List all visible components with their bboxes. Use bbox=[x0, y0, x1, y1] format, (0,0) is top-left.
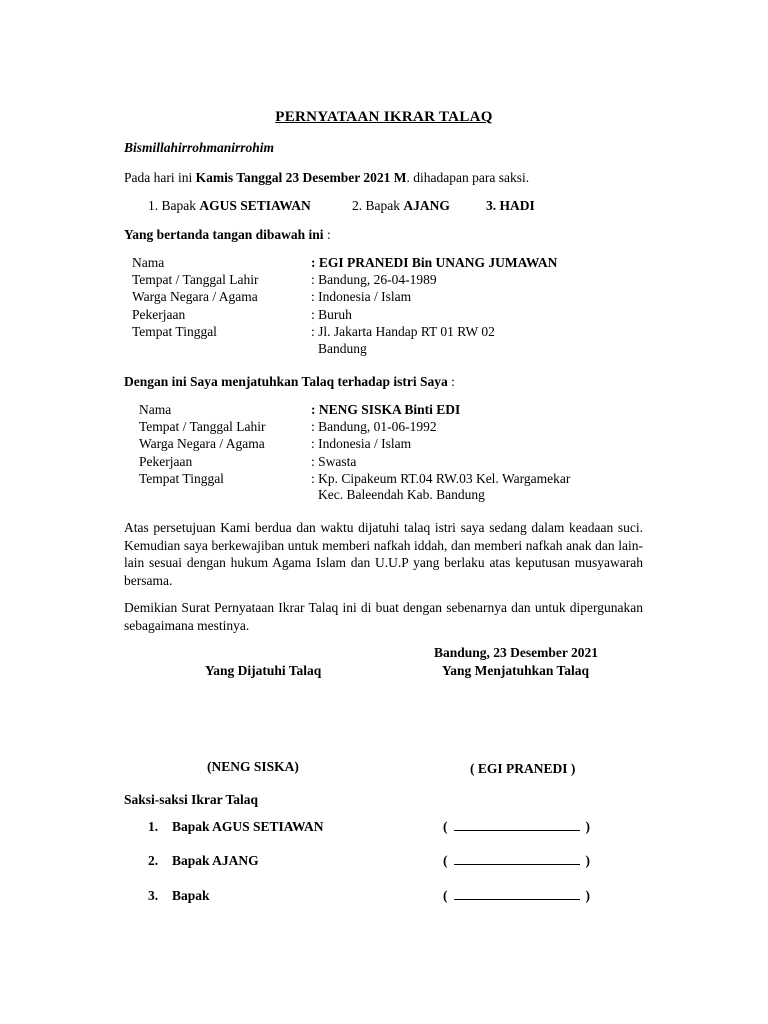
undersigned-heading: Yang bertanda tangan dibawah ini : bbox=[124, 227, 331, 242]
paragraph-consent: Atas persetujuan Kami berdua dan waktu dijatuhi talaq istri saya sedang dalam keadaan suci. Kemudian saya berkewajiban untuk memberi nafkah iddah, dan memberi nafkah anak dan lain-lain sesuai dengan hukum Agama Islam dan U.U.P yang berlaku atas keputusan musyawarah bersama. bbox=[124, 520, 643, 588]
detail-row bbox=[139, 454, 699, 471]
detail-row bbox=[139, 436, 699, 453]
intro-date: Kamis Tanggal 23 Desember 2021 M bbox=[195, 170, 407, 185]
witness-signature-line: ( ) bbox=[443, 888, 590, 903]
witness-name: Bapak AJANG bbox=[172, 853, 259, 868]
detail-value: : EGI PRANEDI Bin UNANG JUMAWAN bbox=[311, 255, 558, 270]
detail-label: Tempat / Tanggal Lahir bbox=[139, 419, 266, 435]
witness-signature-line: ( ) bbox=[443, 819, 590, 834]
detail-value: : Buruh bbox=[311, 306, 352, 322]
witness-intro-2: 2. Bapak AJANG bbox=[352, 198, 450, 213]
detail-label: Warga Negara / Agama bbox=[132, 289, 258, 305]
person2-address-line2: Kec. Baleendah Kab. Bandung bbox=[318, 487, 485, 502]
detail-label: Tempat Tinggal bbox=[139, 470, 224, 486]
detail-label: Nama bbox=[132, 255, 165, 270]
witness-number: 2. bbox=[148, 853, 159, 868]
intro-line bbox=[124, 170, 529, 186]
detail-row bbox=[139, 471, 699, 488]
right-signer-title: Yang Menjatuhkan Talaq bbox=[442, 663, 590, 678]
witness-number: 1. bbox=[148, 819, 159, 834]
intro-prefix: Pada hari ini bbox=[124, 170, 196, 185]
detail-row bbox=[139, 419, 699, 436]
detail-label: Tempat Tinggal bbox=[132, 323, 217, 339]
detail-value: : NENG SISKA Binti EDI bbox=[311, 402, 461, 417]
detail-label: Warga Negara / Agama bbox=[139, 436, 265, 452]
detail-value: : Bandung, 01-06-1992 bbox=[311, 419, 437, 435]
detail-value: : Indonesia / Islam bbox=[311, 436, 412, 452]
detail-value: : Bandung, 26-04-1989 bbox=[311, 272, 437, 288]
detail-row bbox=[132, 272, 692, 289]
detail-label: Tempat / Tanggal Lahir bbox=[132, 272, 259, 288]
detail-value: : Jl. Jakarta Handap RT 01 RW 02 bbox=[311, 323, 495, 339]
left-signer-title: Yang Dijatuhi Talaq bbox=[205, 663, 322, 678]
detail-label: Nama bbox=[139, 402, 172, 417]
detail-label: Pekerjaan bbox=[132, 306, 186, 322]
witness-name: Bapak AGUS SETIAWAN bbox=[172, 819, 324, 834]
paragraph-closing: Demikian Surat Pernyataan Ikrar Talaq ini di buat dengan sebenarnya dan untuk dipergunakan sebagaimana mestinya. bbox=[124, 600, 643, 633]
detail-row bbox=[139, 402, 699, 419]
place-date: Bandung, 23 Desember 2021 bbox=[434, 645, 599, 660]
detail-row bbox=[132, 307, 692, 324]
intro-suffix: . dihadapan para saksi. bbox=[406, 170, 530, 185]
detail-row bbox=[132, 255, 692, 272]
witness-intro-3: 3. HADI bbox=[486, 198, 535, 213]
detail-label: Pekerjaan bbox=[139, 453, 193, 469]
detail-value: : Swasta bbox=[311, 453, 357, 469]
detail-row bbox=[132, 324, 692, 341]
left-signer-name: (NENG SISKA) bbox=[207, 759, 299, 774]
bismillah: Bismillahirrohmanirrohim bbox=[124, 140, 275, 155]
talaq-heading: Dengan ini Saya menjatuhkan Talaq terhadap istri Saya : bbox=[124, 374, 455, 389]
witness-name: Bapak bbox=[172, 888, 210, 903]
witness-signature-line: ( ) bbox=[443, 853, 590, 868]
document-title: PERNYATAAN IKRAR TALAQ bbox=[275, 109, 493, 125]
person1-address-line2: Bandung bbox=[318, 341, 367, 356]
witness-intro-1: 1. Bapak AGUS SETIAWAN bbox=[148, 198, 311, 213]
detail-value: : Kp. Cipakeum RT.04 RW.03 Kel. Wargamekar bbox=[311, 470, 571, 486]
witnesses-heading: Saksi-saksi Ikrar Talaq bbox=[124, 792, 259, 807]
witness-number: 3. bbox=[148, 888, 159, 903]
detail-value: : Indonesia / Islam bbox=[311, 289, 412, 305]
right-signer-name: ( EGI PRANEDI ) bbox=[470, 761, 576, 776]
detail-row bbox=[132, 289, 692, 306]
